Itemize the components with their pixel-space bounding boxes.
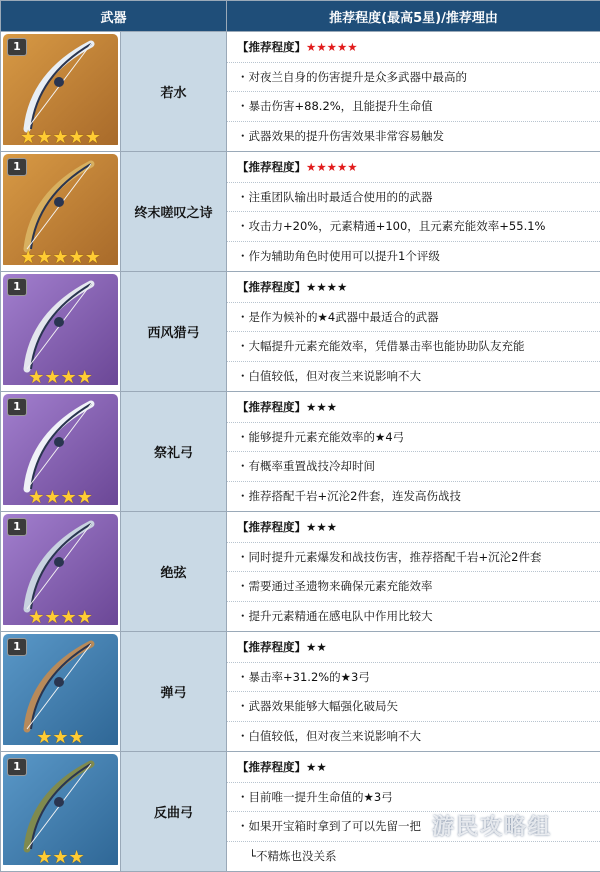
rating-stars: ★★★★★ xyxy=(306,160,358,174)
reason-line xyxy=(227,63,600,93)
weapon-name: 西风猎弓 xyxy=(121,272,227,392)
watermark: 游民攻略组 xyxy=(432,810,552,841)
bullet-icon: ・ xyxy=(237,670,249,684)
bullet-icon: ・ xyxy=(237,579,249,593)
weapon-reason-cell xyxy=(227,512,600,632)
weapon-card xyxy=(3,154,118,269)
reason-line xyxy=(227,362,600,391)
reason-text: 同时提升元素爆发和战技伤害，推荐搭配千岩+沉沦2件套 xyxy=(249,550,542,564)
rating-line xyxy=(227,633,600,663)
rating-label: 【推荐程度】 xyxy=(237,520,306,534)
reason-text: 攻击力+20%，元素精通+100，且元素充能效率+55.1% xyxy=(249,219,546,233)
reason-text: 能够提升元素充能效率的★4弓 xyxy=(249,430,405,444)
rarity-star-icon: ★★★ xyxy=(36,847,84,869)
weapon-row xyxy=(1,392,600,512)
weapon-image-cell xyxy=(1,32,121,152)
refinement-badge: 1 xyxy=(7,158,27,176)
reason-line xyxy=(227,242,600,271)
rarity-stars xyxy=(3,727,118,749)
reason-text: 对夜兰自身的伤害提升是众多武器中最高的 xyxy=(249,70,468,84)
reason-line xyxy=(227,663,600,693)
reason-text: 如果开宝箱时拿到了可以先留一把 xyxy=(249,819,422,833)
reason-text: 武器效果能够大幅强化破局矢 xyxy=(249,699,399,713)
weapon-name: 终末嗟叹之诗 xyxy=(121,152,227,272)
reason-text: 作为辅助角色时使用可以提升1个评级 xyxy=(249,249,440,263)
weapon-name: 弹弓 xyxy=(121,632,227,752)
reason-line xyxy=(227,602,600,631)
header-weapon: 武器 xyxy=(1,1,227,32)
weapon-image-cell xyxy=(1,752,121,872)
reason-text: 注重团队输出时最适合使用的的武器 xyxy=(249,190,433,204)
weapon-image-cell xyxy=(1,152,121,272)
rating-stars: ★★★ xyxy=(306,520,337,534)
bullet-icon: ・ xyxy=(237,219,249,233)
rating-stars: ★★ xyxy=(306,640,327,654)
rating-stars: ★★★★★ xyxy=(306,40,358,54)
refinement-badge: 1 xyxy=(7,518,27,536)
rating-label: 【推荐程度】 xyxy=(237,40,306,54)
rarity-stars xyxy=(3,127,118,149)
bullet-icon: ・ xyxy=(237,430,249,444)
reason-text: 白值较低，但对夜兰来说影响不大 xyxy=(249,369,422,383)
weapon-card xyxy=(3,514,118,629)
bullet-icon: ・ xyxy=(237,489,249,503)
weapon-reason-cell xyxy=(227,32,600,152)
rating-label: 【推荐程度】 xyxy=(237,640,306,654)
reason-line xyxy=(227,303,600,333)
reason-line xyxy=(227,122,600,151)
rating-stars: ★★★★ xyxy=(306,280,347,294)
weapon-row xyxy=(1,632,600,752)
refinement-badge: 1 xyxy=(7,398,27,416)
bullet-icon: ・ xyxy=(237,459,249,473)
reason-line xyxy=(227,92,600,122)
reason-line xyxy=(227,783,600,813)
weapon-reason-cell xyxy=(227,392,600,512)
rating-line xyxy=(227,273,600,303)
weapon-name: 绝弦 xyxy=(121,512,227,632)
bullet-icon: ・ xyxy=(237,819,249,833)
bullet-icon: ・ xyxy=(237,790,249,804)
weapon-row xyxy=(1,152,600,272)
reason-line xyxy=(227,212,600,242)
rarity-star-icon: ★★★ xyxy=(36,727,84,749)
reason-line xyxy=(227,482,600,511)
bullet-icon: ・ xyxy=(237,609,249,623)
bullet-icon: ・ xyxy=(237,369,249,383)
weapon-image-cell xyxy=(1,392,121,512)
bullet-icon: ・ xyxy=(237,339,249,353)
bullet-icon: ・ xyxy=(237,190,249,204)
weapon-row xyxy=(1,32,600,152)
rating-line xyxy=(227,153,600,183)
rating-line xyxy=(227,513,600,543)
rarity-stars xyxy=(3,367,118,389)
weapon-image-cell xyxy=(1,272,121,392)
weapon-row xyxy=(1,512,600,632)
bullet-icon: ・ xyxy=(237,550,249,564)
reason-line xyxy=(227,722,600,751)
rarity-star-icon: ★★★★★ xyxy=(20,127,101,149)
rarity-stars xyxy=(3,247,118,269)
header-reason: 推荐程度(最高5星)/推荐理由 xyxy=(227,1,600,32)
reason-line xyxy=(227,452,600,482)
reason-text: 目前唯一提升生命值的★3弓 xyxy=(249,790,393,804)
reason-line xyxy=(227,572,600,602)
rating-line xyxy=(227,393,600,423)
bullet-icon: ・ xyxy=(237,699,249,713)
weapon-name: 若水 xyxy=(121,32,227,152)
weapon-card xyxy=(3,634,118,749)
rating-stars: ★★★ xyxy=(306,400,337,414)
reason-text: └不精炼也没关系 xyxy=(249,849,336,863)
bullet-icon: ・ xyxy=(237,99,249,113)
bullet-icon: ・ xyxy=(237,729,249,743)
reason-line xyxy=(227,543,600,573)
reason-text: 白值较低，但对夜兰来说影响不大 xyxy=(249,729,422,743)
weapon-row xyxy=(1,752,600,872)
rarity-star-icon: ★★★★ xyxy=(28,487,93,509)
weapon-name: 祭礼弓 xyxy=(121,392,227,512)
rating-label: 【推荐程度】 xyxy=(237,280,306,294)
weapon-card xyxy=(3,274,118,389)
rarity-stars xyxy=(3,487,118,509)
weapon-reason-cell xyxy=(227,752,600,872)
weapon-card xyxy=(3,34,118,149)
table-header-row xyxy=(1,1,600,32)
refinement-badge: 1 xyxy=(7,278,27,296)
reason-line xyxy=(227,842,600,871)
weapon-card xyxy=(3,754,118,869)
rarity-stars xyxy=(3,607,118,629)
reason-text: 有概率重置战技冷却时间 xyxy=(249,459,376,473)
reason-text: 武器效果的提升伤害效果非常容易触发 xyxy=(249,129,445,143)
rating-stars: ★★ xyxy=(306,760,327,774)
reason-line xyxy=(227,332,600,362)
bullet-icon: ・ xyxy=(237,129,249,143)
rating-line xyxy=(227,33,600,63)
refinement-badge: 1 xyxy=(7,758,27,776)
reason-text: 提升元素精通在感电队中作用比较大 xyxy=(249,609,433,623)
reason-text: 暴击率+31.2%的★3弓 xyxy=(249,670,370,684)
weapon-row xyxy=(1,272,600,392)
bullet-icon: ・ xyxy=(237,310,249,324)
refinement-badge: 1 xyxy=(7,638,27,656)
rarity-star-icon: ★★★★ xyxy=(28,607,93,629)
weapon-image-cell xyxy=(1,512,121,632)
weapon-card xyxy=(3,394,118,509)
rating-label: 【推荐程度】 xyxy=(237,160,306,174)
reason-line xyxy=(227,812,600,842)
rating-label: 【推荐程度】 xyxy=(237,400,306,414)
weapon-image-cell xyxy=(1,632,121,752)
refinement-badge: 1 xyxy=(7,38,27,56)
weapon-reason-cell xyxy=(227,152,600,272)
reason-text: 需要通过圣遗物来确保元素充能效率 xyxy=(249,579,433,593)
reason-text: 推荐搭配千岩+沉沦2件套，连发高伤战技 xyxy=(249,489,461,503)
reason-line xyxy=(227,423,600,453)
rarity-star-icon: ★★★★★ xyxy=(20,247,101,269)
rarity-star-icon: ★★★★ xyxy=(28,367,93,389)
rarity-stars xyxy=(3,847,118,869)
reason-text: 大幅提升元素充能效率，凭借暴击率也能协助队友充能 xyxy=(249,339,525,353)
reason-text: 暴击伤害+88.2%，且能提升生命值 xyxy=(249,99,433,113)
weapon-reason-cell xyxy=(227,272,600,392)
reason-text: 是作为候补的★4武器中最适合的武器 xyxy=(249,310,439,324)
weapon-name: 反曲弓 xyxy=(121,752,227,872)
reason-line xyxy=(227,183,600,213)
bullet-icon: ・ xyxy=(237,70,249,84)
rating-line xyxy=(227,753,600,783)
reason-line xyxy=(227,692,600,722)
weapon-reason-cell xyxy=(227,632,600,752)
bullet-icon: ・ xyxy=(237,249,249,263)
rating-label: 【推荐程度】 xyxy=(237,760,306,774)
